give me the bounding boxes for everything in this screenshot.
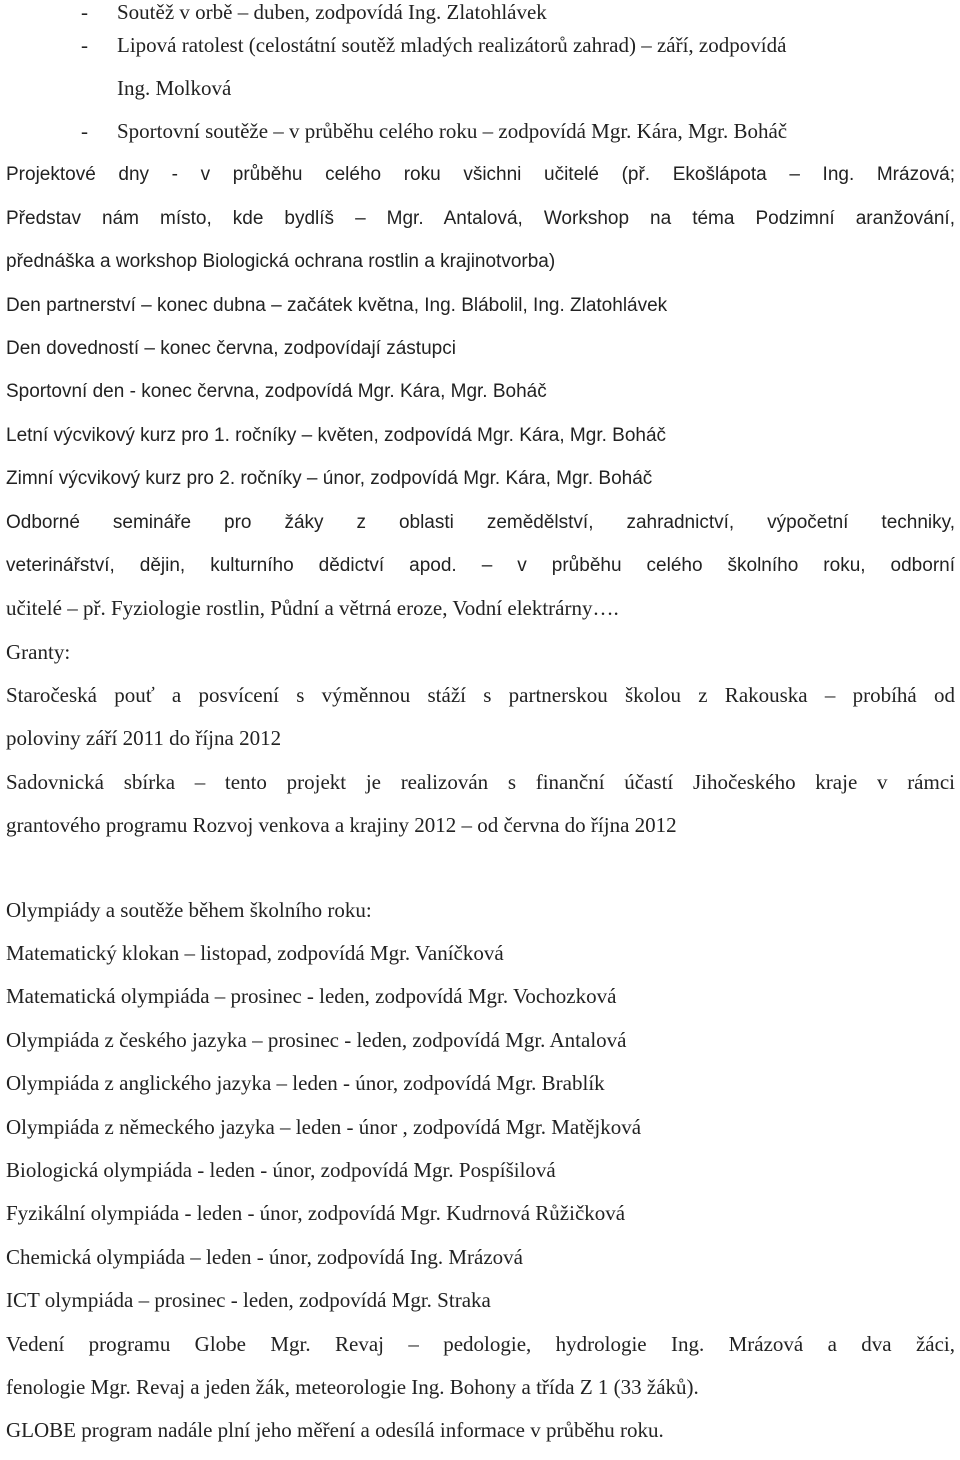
- projects-line: Sportovní den - konec června, zodpovídá Mgr. Kára, Mgr. Boháč: [6, 381, 547, 403]
- activity-line: [6, 67, 955, 110]
- list-dash: -: [81, 119, 88, 144]
- grants-line: Staročeská pouť a posvícení s výměnnou stáží s partnerskou školou z Rakouska – probíhá od: [6, 683, 955, 708]
- activity-text: Soutěž v orbě – duben, zodpovídá Ing. Zlatohlávek: [117, 0, 547, 24]
- olympiad-line: Vedení programu Globe Mgr. Revaj – pedologie, hydrologie Ing. Mrázová a dva žáci,: [6, 1331, 955, 1356]
- projects-line: Den dovedností – konec června, zodpovídají zástupci: [6, 337, 456, 359]
- olympiad-line: ICT olympiáda – prosinec - leden, zodpovídá Mgr. Straka: [6, 1288, 491, 1313]
- olympiad-line: fenologie Mgr. Revaj a jeden žák, meteorologie Ing. Bohony a třída Z 1 (33 žáků).: [6, 1374, 699, 1399]
- activity-text: Ing. Molková: [117, 76, 232, 101]
- seminars-line: učitelé – př. Fyziologie rostlin, Půdní a větrná eroze, Vodní elektrárny….: [6, 596, 619, 621]
- olympiad-line: Fyzikální olympiáda - leden - únor, zodpovídá Mgr. Kudrnová Růžičková: [6, 1201, 626, 1226]
- activity-text: Lipová ratolest (celostátní soutěž mladých realizátorů zahrad) – září, zodpovídá: [117, 33, 787, 57]
- projects-line: Letní výcvikový kurz pro 1. ročníky – květen, zodpovídá Mgr. Kára, Mgr. Boháč: [6, 424, 667, 446]
- olympiad-line: Chemická olympiáda – leden - únor, zodpovídá Ing. Mrázová: [6, 1244, 524, 1269]
- projects-line: Představ nám místo, kde bydlíš – Mgr. Antalová, Workshop na téma Podzimní aranžování,: [6, 207, 955, 229]
- projects-line: přednáška a workshop Biologická ochrana rostlin a krajinotvorba): [6, 251, 556, 273]
- grants-heading: Granty:: [6, 639, 71, 664]
- grants-line: Sadovnická sbírka – tento projekt je realizován s finanční účastí Jihočeského kraje v rámci: [6, 769, 955, 794]
- list-dash: -: [81, 33, 88, 57]
- olympiad-line: Biologická olympiáda - leden - únor, zodpovídá Mgr. Pospíšilová: [6, 1157, 556, 1182]
- grants-line: grantového programu Rozvoj venkova a krajiny 2012 – od června do října 2012: [6, 813, 677, 838]
- activity-line: [6, 24, 955, 67]
- olympiad-line: Olympiáda z anglického jazyka – leden - únor, zodpovídá Mgr. Brablík: [6, 1071, 605, 1096]
- projects-line: Den partnerství – konec dubna – začátek května, Ing. Blábolil, Ing. Zlatohlávek: [6, 294, 668, 316]
- activity-line: [6, 0, 955, 24]
- olympiad-line: Matematický klokan – listopad, zodpovídá Mgr. Vaníčková: [6, 941, 504, 966]
- olympiad-line: Olympiáda z německého jazyka – leden - únor , zodpovídá Mgr. Matějková: [6, 1114, 642, 1139]
- list-dash: -: [81, 0, 88, 24]
- activity-text: Sportovní soutěže – v průběhu celého roku – zodpovídá Mgr. Kára, Mgr. Boháč: [117, 119, 788, 144]
- olympiad-line: Matematická olympiáda – prosinec - leden, zodpovídá Mgr. Vochozková: [6, 984, 617, 1009]
- olympiads-heading: Olympiády a soutěže během školního roku:: [6, 897, 372, 922]
- olympiad-line: GLOBE program nadále plní jeho měření a odesílá informace v průběhu roku.: [6, 1418, 664, 1443]
- projects-line: Projektové dny - v průběhu celého roku všichni učitelé (př. Ekošlápota – Ing. Mrázová;: [6, 164, 955, 186]
- seminars-line: veterinářství, dějin, kulturního dědictví apod. – v průběhu celého školního roku, odborní: [6, 554, 955, 576]
- activity-line: [6, 110, 955, 153]
- seminars-line: Odborné semináře pro žáky z oblasti zemědělství, zahradnictví, výpočetní techniky,: [6, 511, 955, 533]
- grants-line: poloviny září 2011 do října 2012: [6, 726, 282, 751]
- section-gap: [6, 848, 955, 889]
- olympiad-line: Olympiáda z českého jazyka – prosinec - leden, zodpovídá Mgr. Antalová: [6, 1027, 627, 1052]
- projects-line: Zimní výcvikový kurz pro 2. ročníky – únor, zodpovídá Mgr. Kára, Mgr. Boháč: [6, 468, 653, 490]
